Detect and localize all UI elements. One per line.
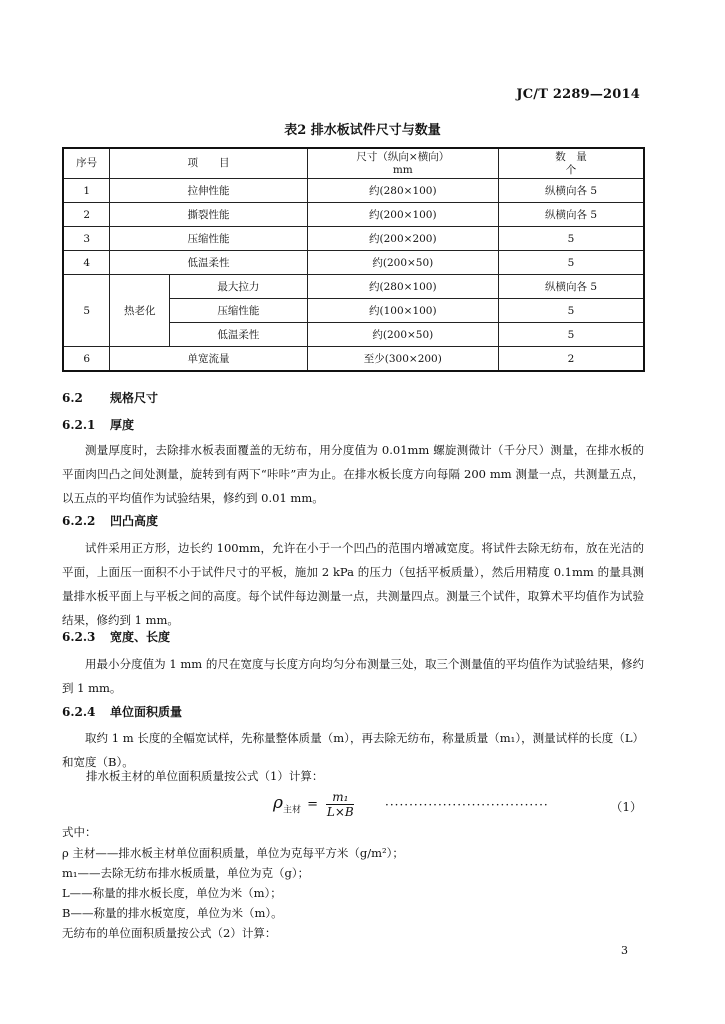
paragraph-thickness: 测量厚度时，去除排水板表面覆盖的无纺布，用分度值为 0.01mm 螺旋测微计（千分尺）测量，在排水板的平面肉凹凸之间处测量，旋转到有两下“咔咔”声为止。在排水板长度方向每隔 200 mm 测量一点，共测量五点，以五点的平均值作为试验结果，修约到 0.01 mm。 xyxy=(62,443,644,505)
formula-fraction xyxy=(326,790,354,819)
header-item: 项 目 xyxy=(110,148,307,179)
row-item: 压缩性能 xyxy=(170,299,307,323)
formula-rho: ρ xyxy=(273,793,283,814)
row-size: 约(100×100) xyxy=(307,299,498,323)
row-size: 约(200×50) xyxy=(307,323,498,347)
header-qty xyxy=(499,148,644,179)
row-size: 约(200×50) xyxy=(307,251,498,275)
section-heading-6-2-4 xyxy=(62,703,182,720)
table-row xyxy=(63,251,644,275)
section-number: 6.2.1 xyxy=(62,418,96,432)
row-item: 单宽流量 xyxy=(110,347,307,372)
section-heading-6-2-3 xyxy=(62,628,170,645)
section-number: 6.2.3 xyxy=(62,630,96,644)
specimen-table xyxy=(62,147,645,372)
row-item: 低温柔性 xyxy=(170,323,307,347)
header-qty-unit: 个 xyxy=(565,163,577,176)
formula-1 xyxy=(273,790,354,826)
next-formula-intro: 无纺布的单位面积质量按公式（2）计算： xyxy=(62,926,277,940)
definition-L: L——称量的排水板长度，单位为米（m）； xyxy=(62,886,282,900)
section-heading-6-2-2 xyxy=(62,512,158,529)
formula-leader-dots: ·································· xyxy=(385,798,549,812)
row-seq: 6 xyxy=(63,347,110,372)
row-item: 压缩性能 xyxy=(110,227,307,251)
row-item: 拉伸性能 xyxy=(110,179,307,203)
table-row xyxy=(63,179,644,203)
row-size: 约(200×100) xyxy=(307,203,498,227)
row-size: 约(280×100) xyxy=(307,275,498,299)
row-qty: 5 xyxy=(499,227,644,251)
row-qty: 纵横向各 5 xyxy=(499,203,644,227)
table-title: 表2 排水板试件尺寸与数量 xyxy=(284,123,441,138)
section-title: 厚度 xyxy=(110,418,135,432)
row-seq: 1 xyxy=(63,179,110,203)
paragraph-width-length: 用最小分度值为 1 mm 的尺在宽度与长度方向均匀分布测量三处，取三个测量值的平均值作为试验结果，修约到 1 mm。 xyxy=(62,657,644,695)
formula-denominator: L×B xyxy=(326,805,354,819)
paragraph-height: 试件采用正方形，边长约 100mm，允许在小于一个凹凸的范围内增减宽度。将试件去除无纺布，放在光洁的平面，上面压一面积不小于试件尺寸的平板，施加 2 kPa 的压力（包括平板质量），然后用精度 0.1mm 的量具测量排水板平面上与平板之间的高度。每个试件每边测量一点，共测量四点。测量三个试件，取算术平均值作为试验结果，修约到 1 mm。 xyxy=(62,541,644,627)
row-qty: 5 xyxy=(499,251,644,275)
row-size: 约(280×100) xyxy=(307,179,498,203)
definition-rho: ρ 主材——排水板主材单位面积质量，单位为克每平方米（g/m²）； xyxy=(62,846,404,860)
section-heading-6-2-1 xyxy=(62,416,134,433)
section-number: 6.2 xyxy=(62,391,83,405)
section-title: 单位面积质量 xyxy=(110,705,183,719)
section-title: 规格尺寸 xyxy=(110,391,159,405)
table-row xyxy=(63,203,644,227)
formula-numerator: m₁ xyxy=(326,790,354,805)
section-title: 宽度、长度 xyxy=(110,630,171,644)
row-item: 低温柔性 xyxy=(110,251,307,275)
standard-code: JC/T 2289—2014 xyxy=(516,87,640,102)
header-size-unit: mm xyxy=(392,163,413,176)
group-label: 热老化 xyxy=(110,275,170,347)
row-size: 至少(300×200) xyxy=(307,347,498,372)
formula-lhs-subscript: 主材 xyxy=(283,805,302,816)
section-title: 凹凸高度 xyxy=(110,514,159,528)
definition-B: B——称量的排水板宽度，单位为米（m）。 xyxy=(62,906,283,920)
section-number: 6.2.2 xyxy=(62,514,96,528)
table-row xyxy=(63,227,644,251)
row-item: 撕裂性能 xyxy=(110,203,307,227)
table-row xyxy=(63,347,644,372)
definition-m1: m₁——去除无纺布排水板质量，单位为克（g）； xyxy=(62,866,310,880)
row-seq: 4 xyxy=(63,251,110,275)
table-header-row xyxy=(63,148,644,179)
where-label: 式中： xyxy=(62,825,97,839)
section-number: 6.2.4 xyxy=(62,705,96,719)
formula-intro: 排水板主材的单位面积质量按公式（1）计算： xyxy=(86,769,324,783)
section-heading-6-2 xyxy=(62,389,158,406)
row-size: 约(200×200) xyxy=(307,227,498,251)
row-seq: 3 xyxy=(63,227,110,251)
table-row xyxy=(63,275,644,299)
formula-equals: = xyxy=(307,797,319,812)
row-qty: 5 xyxy=(499,299,644,323)
formula-number: （1） xyxy=(610,800,642,814)
row-qty: 2 xyxy=(499,347,644,372)
row-seq: 2 xyxy=(63,203,110,227)
row-qty: 纵横向各 5 xyxy=(499,179,644,203)
header-qty-line1: 数 量 xyxy=(555,150,587,163)
header-size-line1: 尺寸（纵向×横向） xyxy=(356,150,450,163)
paragraph-mass-per-area: 取约 1 m 长度的全幅宽试样，先称量整体质量（m），再去除无纺布，称量质量（m₁），测量试样的长度（L）和宽度（B）。 xyxy=(62,731,644,769)
row-qty: 纵横向各 5 xyxy=(499,275,644,299)
row-item: 最大拉力 xyxy=(170,275,307,299)
page-number: 3 xyxy=(621,944,628,957)
group-seq: 5 xyxy=(63,275,110,347)
header-seq: 序号 xyxy=(63,148,110,179)
row-qty: 5 xyxy=(499,323,644,347)
header-size xyxy=(307,148,498,179)
formula-lhs xyxy=(273,793,302,816)
